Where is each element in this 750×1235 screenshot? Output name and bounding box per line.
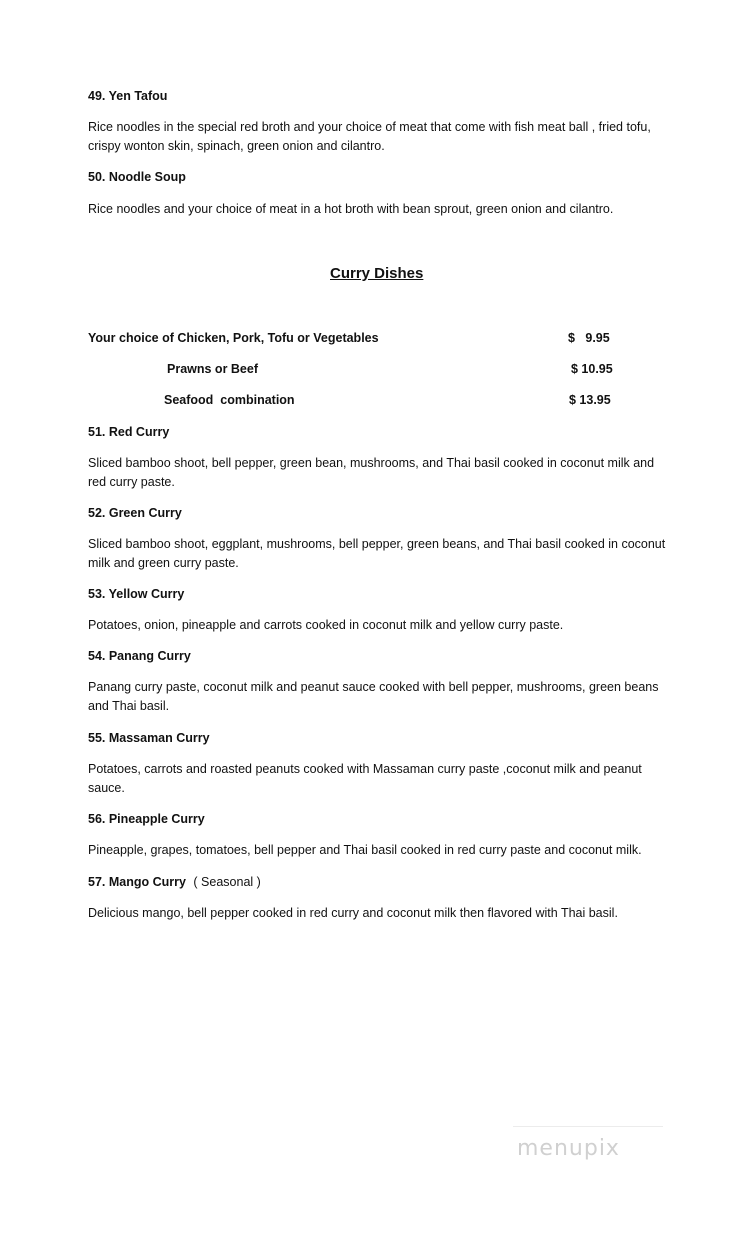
dish-desc-57: Delicious mango, bell pepper cooked in red curry and coconut milk then flavored with Thai basil. (88, 906, 618, 920)
watermark-divider (513, 1126, 663, 1127)
dish-note-57: ( Seasonal ) (193, 875, 261, 889)
dish-desc-49: Rice noodles in the special red broth and your choice of meat that come with fish meat ball , fried tofu, crispy wonton skin, spinach, green onion and cilantro. (88, 120, 651, 153)
dish-desc-56: Pineapple, grapes, tomatoes, bell pepper and Thai basil cooked in red curry paste and coconut milk. (88, 843, 642, 857)
dish-desc-53: Potatoes, onion, pineapple and carrots cooked in coconut milk and yellow curry paste. (88, 618, 564, 632)
dish-name-52: 52. Green Curry (88, 506, 182, 520)
dish-header-57 (88, 873, 261, 892)
dish-name-49: 49. Yen Tafou (88, 89, 168, 103)
dish-name-53: 53. Yellow Curry (88, 587, 185, 601)
dish-name-56: 56. Pineapple Curry (88, 812, 205, 826)
watermark-logo: menupix (517, 1136, 620, 1161)
price-label-chicken: Your choice of Chicken, Pork, Tofu or Vegetables (88, 331, 379, 345)
dish-desc-55: Potatoes, carrots and roasted peanuts cooked with Massaman curry paste ,coconut milk and peanut sauce. (88, 762, 642, 795)
dish-desc-54: Panang curry paste, coconut milk and peanut sauce cooked with bell pepper, mushrooms, green beans and Thai basil. (88, 680, 659, 713)
price-value-seafood: $ 13.95 (569, 393, 611, 407)
dish-desc-51: Sliced bamboo shoot, bell pepper, green bean, mushrooms, and Thai basil cooked in coconut milk and red curry paste. (88, 456, 655, 489)
price-value-prawns: $ 10.95 (571, 362, 613, 376)
dish-name-57: 57. Mango Curry (88, 875, 186, 889)
dish-name-54: 54. Panang Curry (88, 649, 191, 663)
dish-name-50: 50. Noodle Soup (88, 170, 186, 184)
price-label-seafood: Seafood combination (164, 393, 295, 407)
dish-desc-52: Sliced bamboo shoot, eggplant, mushrooms, bell pepper, green beans, and Thai basil cooked in coconut milk and green curry paste. (88, 537, 666, 570)
dish-name-55: 55. Massaman Curry (88, 731, 210, 745)
section-title-curry: Curry Dishes (330, 265, 424, 282)
dish-name-51: 51. Red Curry (88, 425, 170, 439)
price-value-chicken: $ 9.95 (568, 331, 610, 345)
price-label-prawns: Prawns or Beef (167, 362, 259, 376)
dish-desc-50: Rice noodles and your choice of meat in a hot broth with bean sprout, green onion and cilantro. (88, 202, 614, 216)
